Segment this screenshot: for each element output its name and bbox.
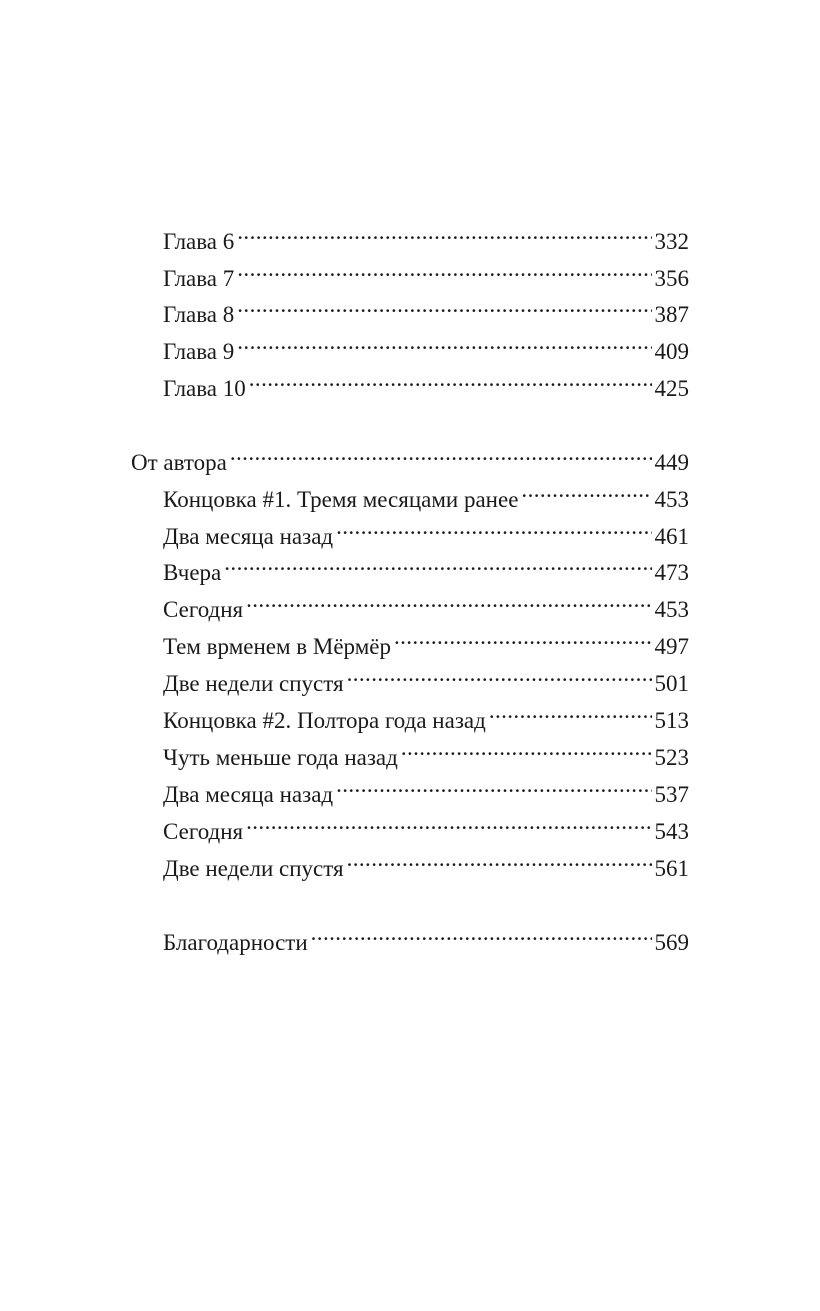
- toc-entry-chapter-9: [163, 329, 689, 364]
- dot-leader: [237, 292, 651, 322]
- dot-leader: [224, 550, 651, 580]
- toc-entry-today: [163, 587, 689, 622]
- toc-entry-title: Глава 10: [163, 376, 246, 401]
- dot-leader: [401, 735, 652, 765]
- toc-entry-page: 473: [654, 560, 689, 585]
- dot-leader: [311, 920, 652, 950]
- toc-entry-page: 453: [654, 487, 689, 512]
- dot-leader: [336, 772, 651, 802]
- toc-entry-chapter-7: [163, 256, 689, 291]
- toc-entry-page: 569: [654, 930, 689, 955]
- toc-entry-two-months-ago-2: [163, 772, 689, 807]
- toc-entry-title: Тем врменем в Мёрмёр: [163, 634, 391, 659]
- toc-entry-page: 561: [654, 856, 689, 881]
- toc-entry-ending-1: [163, 477, 689, 512]
- toc-entry-yesterday: [163, 550, 689, 585]
- toc-entry-title: Благодарности: [163, 930, 308, 955]
- toc-entry-title: Два месяца назад: [163, 524, 334, 549]
- dot-leader: [394, 624, 652, 654]
- toc-entry-page: 497: [654, 634, 689, 659]
- dot-leader: [237, 256, 651, 286]
- toc-entry-chapter-6: [163, 219, 689, 254]
- toc-entry-title: Сегодня: [163, 819, 244, 844]
- toc-entry-title: Две недели спустя: [163, 856, 344, 881]
- toc-entry-page: 425: [654, 376, 689, 401]
- toc-entry-today-2: [163, 809, 689, 844]
- dot-leader: [237, 219, 651, 249]
- toc-entry-title: Глава 8: [163, 302, 235, 327]
- toc-entry-author-note: [131, 440, 689, 475]
- toc-entry-page: 543: [654, 819, 689, 844]
- toc-entry-page: 523: [654, 745, 689, 770]
- toc-entry-page: 449: [654, 450, 689, 475]
- toc-entry-title: Два месяца назад: [163, 782, 334, 807]
- toc-entry-page: 537: [654, 782, 689, 807]
- dot-leader: [237, 329, 651, 359]
- toc-entry-two-weeks-later: [163, 661, 689, 696]
- toc-entry-title: От автора: [131, 450, 227, 475]
- toc-entry-chapter-10: [163, 366, 689, 401]
- toc-entry-page: 501: [654, 671, 689, 696]
- toc-entry-two-weeks-later-2: [163, 846, 689, 881]
- toc-entry-page: 332: [654, 229, 689, 254]
- toc-entry-page: 409: [654, 339, 689, 364]
- toc-entry-title: Глава 6: [163, 229, 235, 254]
- toc-entry-title: Две недели спустя: [163, 671, 344, 696]
- toc-entry-chapter-8: [163, 292, 689, 327]
- toc-entry-acknowledgements: [163, 920, 689, 955]
- dot-leader: [336, 514, 651, 544]
- dot-leader: [246, 587, 651, 617]
- dot-leader: [521, 477, 651, 507]
- toc-entry-title: Глава 9: [163, 339, 235, 364]
- toc-entry-title: Концовка #1. Тремя месяцами ранее: [163, 487, 519, 512]
- dot-leader: [347, 846, 652, 876]
- toc-entry-title: Концовка #2. Полтора года назад: [163, 708, 486, 733]
- dot-leader: [347, 661, 652, 691]
- toc-entry-title: Сегодня: [163, 597, 244, 622]
- toc-entry-page: 513: [654, 708, 689, 733]
- dot-leader: [249, 366, 652, 396]
- toc-entry-page: 453: [654, 597, 689, 622]
- toc-entry-page: 461: [654, 524, 689, 549]
- toc-entry-meanwhile: [163, 624, 689, 659]
- toc-entry-ending-2: [163, 698, 689, 733]
- toc-entry-title: Глава 7: [163, 266, 235, 291]
- dot-leader: [246, 809, 651, 839]
- toc-entry-less-than-year-ago: [163, 735, 689, 770]
- toc-entry-title: Вчера: [163, 560, 222, 585]
- toc-entry-two-months-ago: [163, 514, 689, 549]
- dot-leader: [489, 698, 652, 728]
- toc-entry-page: 387: [654, 302, 689, 327]
- dot-leader: [230, 440, 652, 470]
- toc-entry-page: 356: [654, 266, 689, 291]
- toc-entry-title: Чуть меньше года назад: [163, 745, 398, 770]
